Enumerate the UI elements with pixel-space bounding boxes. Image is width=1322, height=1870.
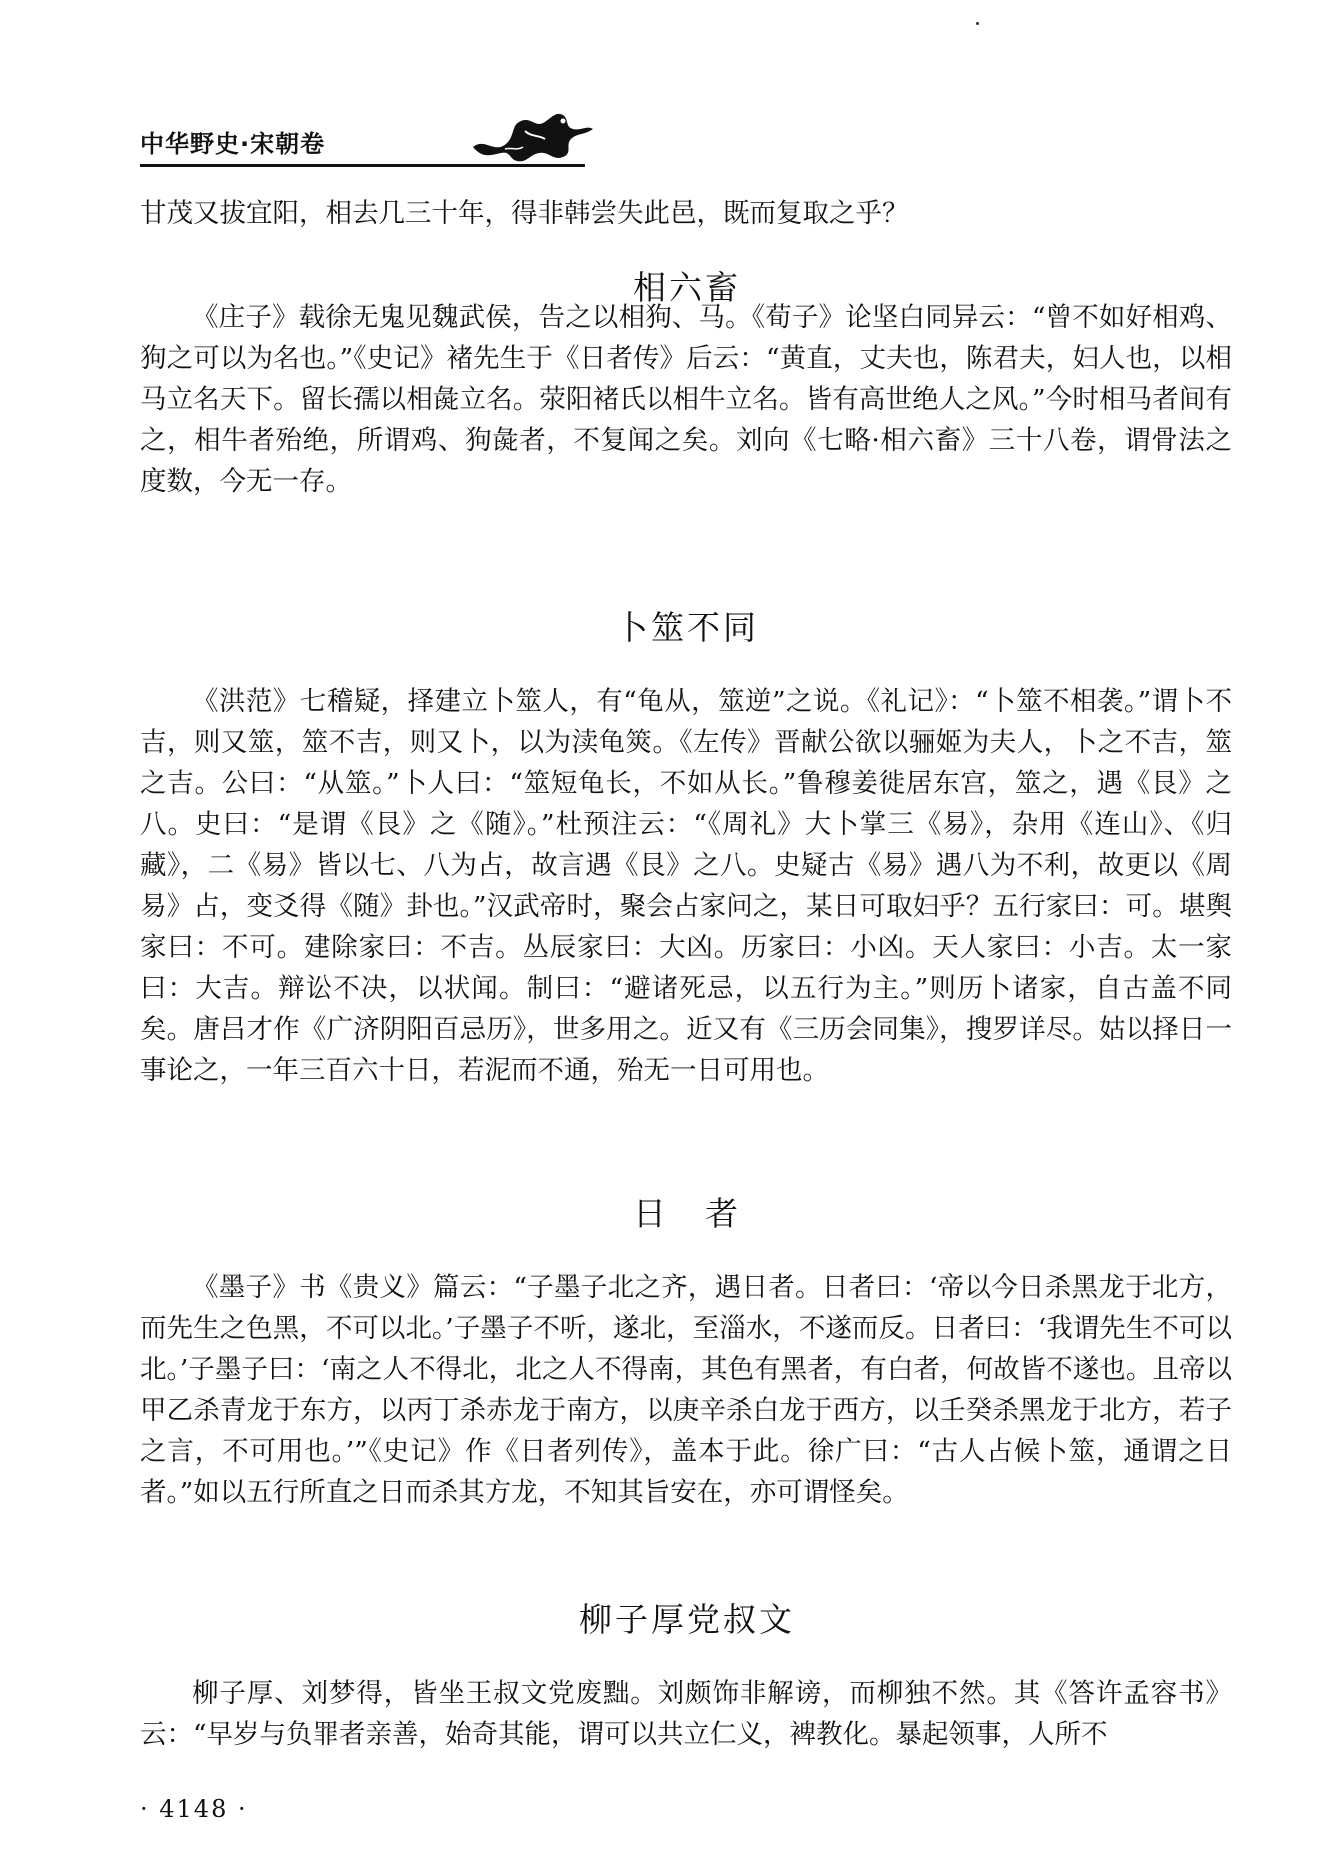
section-title-bushibutong: 卜筮不同 [615,608,759,647]
section-paragraph-bushibutong: 《洪范》七稽疑，择建立卜筮人，有“龟从，筮逆”之说。《礼记》：“卜筮不相袭。”谓卜不吉，则又筮，筮不吉，则又卜，以为渎龟筴。《左传》晋献公欲以骊姬为夫人，卜之不吉，筮之吉。公曰：“从筮。”卜人曰：“筮短龟长，不如从长。”鲁穆姜徙居东宫，筮之，遇《艮》之八。史曰：“是谓《艮》之《随》。”杜预注云：“《周礼》大卜掌三《易》，杂用《连山》、《归藏》，二《易》皆以七、八为占，故言遇《艮》之八。史疑古《易》遇八为不利，故更以《周易》占，变爻得《随》卦也。”汉武帝时，聚会占家问之，某日可取妇乎？五行家曰：可。堪舆家曰：不可。建除家曰：不吉。丛辰家曰：大凶。历家曰：小凶。天人家曰：小吉。太一家曰：大吉。辩讼不决，以状闻。制曰：“避诸死忌，以五行为主。”则历卜诸家，自古盖不同矣。唐吕才作《广济阴阳百忌历》，世多用之。近又有《三历会同集》，搜罗详尽。姑以择日一事论之，一年三百六十日，若泥而不通，殆无一日可用也。 [140,686,1232,1086]
header-rule [140,164,585,167]
section-title-xiangliuchu: 相六畜 [633,268,741,307]
page-number: · 4148 · [140,1795,248,1823]
book-title: 中华野史·宋朝卷 [140,130,326,158]
section-paragraph-rizhe: 《墨子》书《贵义》篇云：“子墨子北之齐，遇日者。日者曰：‘帝以今日杀黑龙于北方，而先生之色黑，不可以北。’子墨子不听，遂北，至淄水，不遂而反。日者曰：‘我谓先生不可以北。’子墨子曰：‘南之人不得北，北之人不得南，其色有黑者，有白者，何故皆不遂也。且帝以甲乙杀青龙于东方，以丙丁杀赤龙于南方，以庚辛杀白龙于西方，以壬癸杀黑龙于北方，若子之言，不可用也。’”《史记》作《日者列传》，盖本于此。徐广曰：“古人占候卜筮，通谓之日者。”如以五行所直之日而杀其方龙，不知其旨安在，亦可谓怪矣。 [140,1272,1232,1508]
scan-speck [976,22,979,25]
section-title-liuzihou: 柳子厚党叔文 [579,1600,795,1639]
section-paragraph-liuzihou: 柳子厚、刘梦得，皆坐王叔文党废黜。刘颇饰非解谤，而柳独不然。其《答许孟容书》云：“早岁与负罪者亲善，始奇其能，谓可以共立仁义，裨教化。暴起领事，人所不 [140,1678,1232,1750]
section-title-rizhe: 日 者 [633,1194,741,1233]
running-header [140,112,1234,160]
dragon-emblem-icon [465,107,600,167]
continuation-line: 甘茂又拔宜阳，相去几三十年，得非韩尝失此邑，既而复取之乎？ [140,198,909,229]
section-paragraph-xiangliuchu: 《庄子》载徐无鬼见魏武侯，告之以相狗、马。《荀子》论坚白同异云：“曾不如好相鸡、狗之可以为名也。”《史记》褚先生于《日者传》后云：“黄直，丈夫也，陈君夫，妇人也，以相马立名天下。留长孺以相彘立名。荥阳褚氏以相牛立名。皆有高世绝人之风。”今时相马者间有之，相牛者殆绝，所谓鸡、狗彘者，不复闻之矣。刘向《七略·相六畜》三十八卷，谓骨法之度数，今无一存。 [140,302,1232,497]
